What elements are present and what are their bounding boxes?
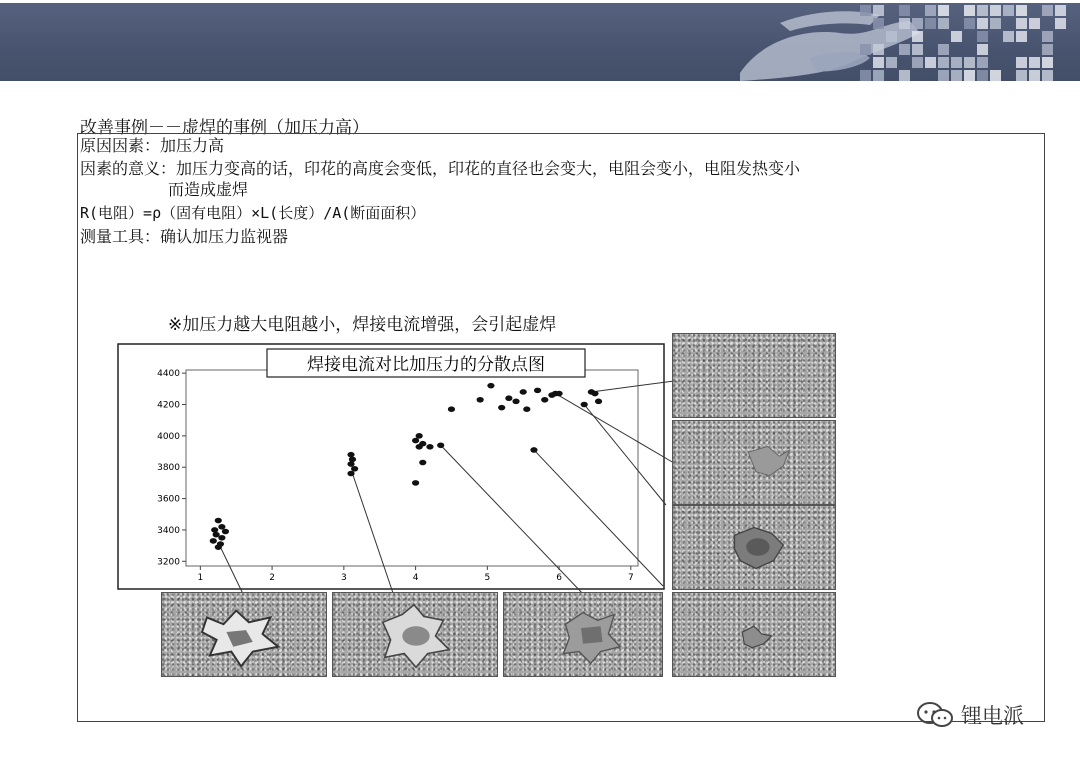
data-point: [419, 460, 426, 466]
weld-photo-bottom-4: [672, 592, 836, 677]
weld-photo-bottom-2: [332, 592, 498, 677]
data-point: [416, 444, 423, 450]
data-point: [505, 395, 512, 401]
data-point: [477, 397, 484, 403]
page-heading: 改善事例－－虚焊的事例（加压力高）: [80, 118, 369, 138]
data-point: [347, 461, 354, 467]
data-point: [211, 527, 218, 533]
meaning-text-continued: 而造成虚焊: [168, 180, 249, 199]
x-tick-label: 2: [269, 573, 275, 583]
data-point: [520, 389, 527, 395]
data-point: [581, 402, 588, 408]
y-tick-label: 3600: [157, 494, 180, 505]
weld-photo-right-3: [672, 505, 836, 590]
chat-bubble-icon: [915, 700, 955, 730]
data-point: [347, 471, 354, 477]
y-tick-label: 3200: [157, 557, 180, 568]
data-point: [437, 442, 444, 448]
y-tick-label: 3400: [157, 525, 180, 536]
y-tick-label: 4200: [157, 400, 180, 411]
y-tick-label: 4400: [157, 369, 180, 380]
data-point: [591, 391, 598, 397]
watermark: [915, 700, 1024, 730]
chart-title: 焊接电流对比加压力的分散点图: [307, 355, 545, 375]
x-tick-label: 6: [556, 573, 562, 583]
x-tick-label: 1: [197, 573, 204, 583]
x-tick-label: 3: [340, 573, 347, 583]
cause-text: 原因因素：加压力高: [80, 136, 225, 155]
plot-area: [186, 370, 638, 566]
y-tick-label: 3800: [157, 463, 180, 474]
watermark-text: 锂电派: [961, 704, 1024, 728]
x-tick-label: 5: [484, 573, 491, 583]
weld-photo-right-2: [672, 420, 836, 505]
meaning-text: 因素的意义：加压力变高的话，印花的高度会变低，印花的直径也会变大，电阻会变小，电阻发热变小: [80, 159, 801, 178]
data-point: [487, 383, 494, 389]
data-point: [426, 444, 433, 450]
data-point: [498, 405, 505, 411]
weld-photo-right-1: [672, 333, 836, 418]
data-point: [349, 457, 356, 463]
data-point: [412, 480, 419, 486]
data-point: [351, 466, 358, 472]
data-point: [215, 544, 222, 550]
data-point: [595, 399, 602, 405]
formula-text: R(电阻）=ρ（固有电阻）×L(长度）/A(断面面积）: [80, 204, 426, 222]
data-point: [215, 518, 222, 524]
data-point: [210, 538, 217, 544]
tool-text: 测量工具：确认加压力监视器: [80, 227, 289, 246]
data-point: [222, 529, 229, 535]
data-point: [523, 406, 530, 412]
weld-photo-bottom-3: [503, 592, 663, 677]
x-tick-label: 4: [412, 573, 419, 583]
data-point: [530, 447, 537, 453]
x-tick-label: 7: [627, 573, 634, 583]
data-point: [412, 438, 419, 444]
weld-photo-bottom-1: [161, 592, 327, 677]
data-point: [448, 406, 455, 412]
data-point: [218, 535, 225, 541]
y-tick-label: 4000: [157, 431, 180, 442]
data-point: [541, 397, 548, 403]
data-point: [218, 524, 225, 530]
data-point: [416, 433, 423, 439]
note-text: ※加压力越大电阻越小，焊接电流增强，会引起虚焊: [168, 315, 557, 335]
data-point: [534, 388, 541, 394]
data-point: [555, 391, 562, 397]
data-point: [347, 452, 354, 458]
data-point: [512, 399, 519, 405]
